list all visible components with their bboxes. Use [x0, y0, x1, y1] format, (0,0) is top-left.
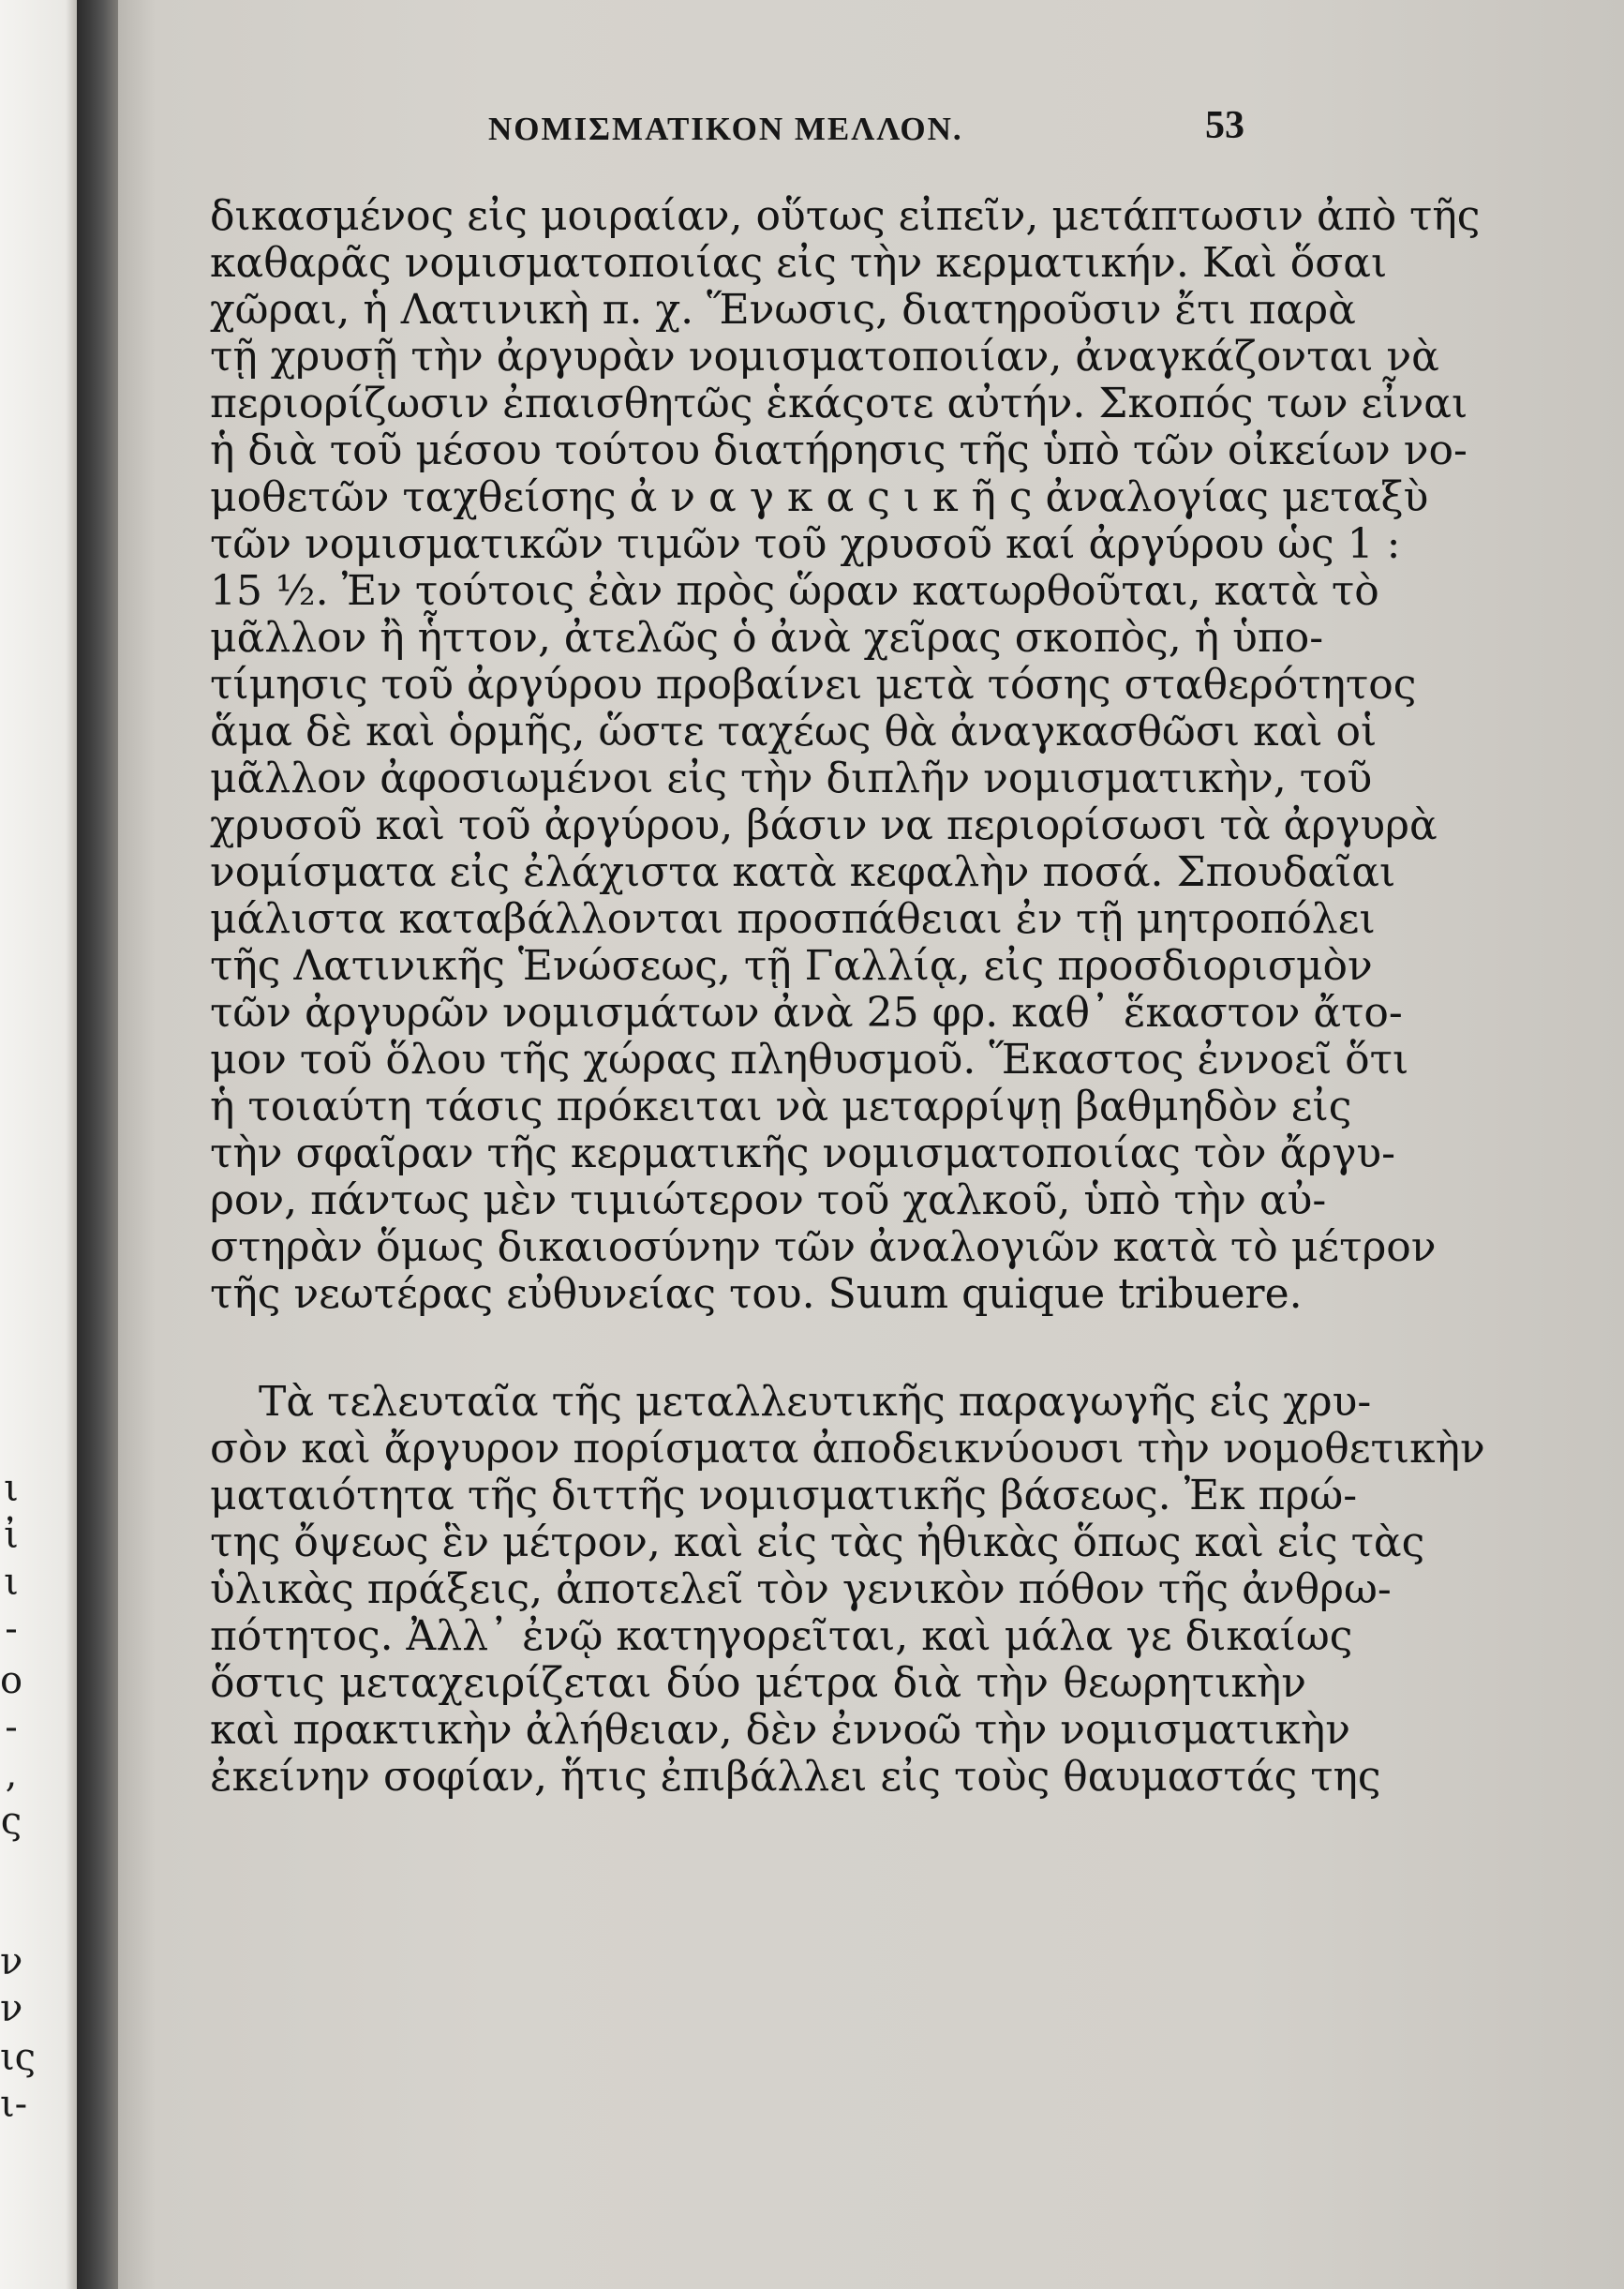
margin-fragment: ο	[0, 1659, 23, 1702]
margin-fragment: ι	[4, 1467, 19, 1510]
text-line: δικασμένος εἰς μοιραίαν, οὕτως εἰπεῖν, μετάπτωσιν ἀπὸ τῆς	[210, 192, 1481, 240]
text-line: μάλιστα καταβάλλονται προσπάθειαι ἐν τῇ μητροπόλει	[210, 895, 1376, 943]
text-line: ἡ τοιαύτη τάσις πρόκειται νὰ μεταρρίψῃ βαθμηδὸν εἰς	[210, 1083, 1352, 1130]
margin-fragment: ι	[4, 1561, 19, 1604]
text-line: μοθετῶν ταχθείσης ἀ ν α γ κ α ς ι κ ῆ ς ἀναλογίας μεταξὺ	[210, 473, 1429, 521]
book-gutter	[77, 0, 118, 2289]
text-line: τῆς Λατινικῆς Ἑνώσεως, τῇ Γαλλίᾳ, εἰς προσδιορισμὸν	[210, 942, 1373, 990]
text-line: ἐκείνην σοφίαν, ἥτις ἐπιβάλλει εἰς τοὺς θαυμαστάς της	[210, 1753, 1381, 1801]
text-line: χρυσοῦ καὶ τοῦ ἀργύρου, βάσιν να περιορίσωσι τὰ ἀργυρὰ	[210, 801, 1438, 849]
text-line: 15 ½. Ἐν τούτοις ἐὰν πρὸς ὥραν κατωρθοῦται, κατὰ τὸ	[210, 567, 1379, 615]
text-line: τίμησις τοῦ ἀργύρου προβαίνει μετὰ τόσης σταθερότητος	[210, 661, 1417, 709]
margin-fragment: ν	[0, 1987, 23, 2030]
text-line: σὸν καὶ ἄργυρον πορίσματα ἀποδεικνύουσι τὴν νομοθετικὴν	[210, 1425, 1485, 1473]
text-line: Τὰ τελευταῖα τῆς μεταλλευτικῆς παραγωγῆς εἰς χρυ-	[259, 1378, 1372, 1426]
text-line: χῶραι, ἡ Λατινικὴ π. χ. Ἕνωσις, διατηροῦσιν ἔτι παρὰ	[210, 286, 1356, 334]
margin-fragment: -	[5, 1608, 18, 1651]
margin-fragment: ἰ	[4, 1514, 19, 1557]
facing-page-edge	[0, 0, 77, 2289]
text-line: τῶν ἀργυρῶν νομισμάτων ἀνὰ 25 φρ. καθ᾽ ἕκαστον ἄτο-	[210, 989, 1403, 1037]
text-line: τῆς νεωτέρας εὐθυνείας του. Suum quique tribuere.	[210, 1270, 1303, 1318]
margin-fragment: ι-	[0, 2083, 28, 2126]
running-title: ΝΟΜΙΣΜΑΤΙΚΟΝ ΜΕΛΛΟΝ.	[488, 111, 963, 147]
text-line: νομίσματα εἰς ἐλάχιστα κατὰ κεφαλὴν ποσά. Σπουδαῖαι	[210, 848, 1396, 896]
text-line: ὑλικὰς πράξεις, ἀποτελεῖ τὸν γενικὸν πόθον τῆς ἀνθρω-	[210, 1565, 1392, 1613]
text-line: ἡ διὰ τοῦ μέσου τούτου διατήρησις τῆς ὑπὸ τῶν οἰκείων νο-	[210, 426, 1468, 474]
margin-fragment: ,	[5, 1753, 18, 1796]
text-line: στηρὰν ὅμως δικαιοσύνην τῶν ἀναλογιῶν κατὰ τὸ μέτρον	[210, 1223, 1437, 1271]
text-line: πότητος. Ἀλλ᾽ ἐνῷ κατηγορεῖται, καὶ μάλα γε δικαίως	[210, 1612, 1353, 1660]
text-line: μᾶλλον ἢ ἧττον, ἀτελῶς ὁ ἀνὰ χεῖρας σκοπὸς, ἡ ὑπο-	[210, 614, 1324, 662]
text-line: τῶν νομισματικῶν τιμῶν τοῦ χρυσοῦ καί ἀργύρου ὡς 1 :	[210, 520, 1401, 568]
text-line: της ὄψεως ἓν μέτρον, καὶ εἰς τὰς ἠθικὰς ὅπως καὶ εἰς τὰς	[210, 1519, 1425, 1566]
margin-fragment: ς	[0, 1800, 22, 1843]
text-line: μᾶλλον ἀφοσιωμένοι εἰς τὴν διπλῆν νομισματικὴν, τοῦ	[210, 755, 1373, 802]
text-line: μον τοῦ ὅλου τῆς χώρας πληθυσμοῦ. Ἕκαστος ἐννοεῖ ὅτι	[210, 1036, 1409, 1084]
text-line: ὅστις μεταχειρίζεται δύο μέτρα διὰ τὴν θεωρητικὴν	[210, 1659, 1306, 1707]
text-line: ἅμα δὲ καὶ ὁρμῆς, ὥστε ταχέως θὰ ἀναγκασθῶσι καὶ οἱ	[210, 708, 1378, 756]
text-line: τὴν σφαῖραν τῆς κερματικῆς νομισματοποιίας τὸν ἄργυ-	[210, 1130, 1396, 1177]
page-header	[118, 103, 1624, 159]
margin-fragment: ις	[0, 2036, 37, 2079]
text-line: τῇ χρυσῇ τὴν ἀργυρὰν νομισματοποιίαν, ἀναγκάζονται νὰ	[210, 333, 1439, 381]
margin-fragment: -	[5, 1706, 18, 1749]
page-number: 53	[1205, 104, 1244, 147]
margin-fragment: ν	[0, 1940, 23, 1983]
text-line: ρον, πάντως μὲν τιμιώτερον τοῦ χαλκοῦ, ὑπὸ τὴν αὐ-	[210, 1176, 1327, 1224]
text-line: περιορίζωσιν ἐπαισθητῶς ἑκάςοτε αὐτήν. Σκοπός των εἶναι	[210, 380, 1468, 427]
text-line: ματαιότητα τῆς διττῆς νομισματικῆς βάσεως. Ἐκ πρώ-	[210, 1472, 1358, 1519]
text-line: καθαρᾶς νομισματοποιίας εἰς τὴν κερματικήν. Καὶ ὅσαι	[210, 239, 1388, 287]
text-line: καὶ πρακτικὴν ἀλήθειαν, δὲν ἐννοῶ τὴν νομισματικὴν	[210, 1706, 1350, 1754]
